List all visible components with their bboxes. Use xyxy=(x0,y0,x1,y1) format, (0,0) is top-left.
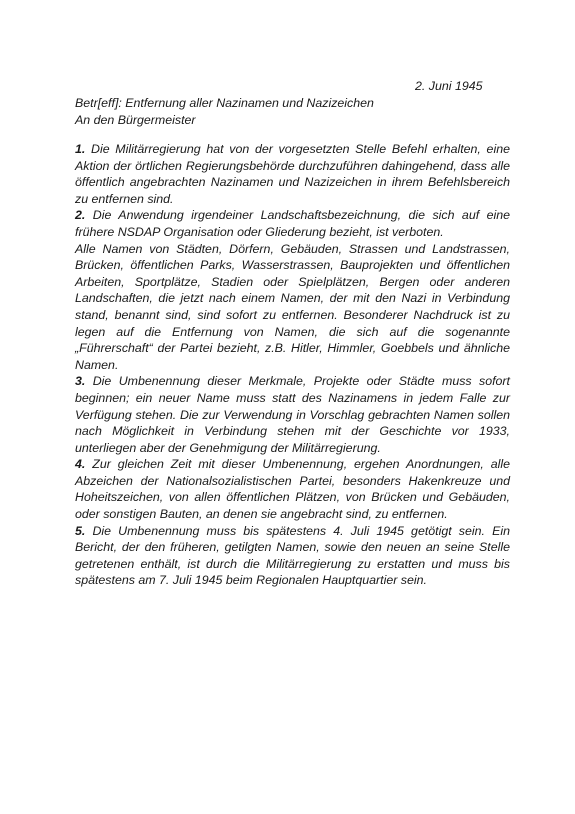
paragraph-1 xyxy=(75,141,510,207)
paragraph-number: 5. xyxy=(75,523,86,538)
recipient-line: An den Bürgermeister xyxy=(75,112,196,127)
document-body xyxy=(75,141,510,589)
paragraph-text: Die Militärregierung hat von der vorgesetzten Stelle Befehl erhalten, eine Aktion der örtlichen Regierungsbehörde durchzuführen dahingehend, dass alle öffentlich angebrachten Nazinamen und Nazizeichen in ihrem Befehlsbereich zu entfernen sind. xyxy=(75,142,510,206)
paragraph-2 xyxy=(75,207,510,240)
paragraph-text: Die Anwendung irgendeiner Landschaftsbezeichnung, die sich auf eine frühere NSDAP Organisation oder Gliederung bezieht, ist verboten. xyxy=(75,208,510,239)
paragraph-number: 2. xyxy=(75,208,86,223)
paragraph-text: Zur gleichen Zeit mit dieser Umbenennung, ergehen Anordnungen, alle Abzeichen der Nationalsozialistischen Partei, besonders Hakenkreuze und Hoheitszeichen, von allen öffentlichen Plätzen, von Brücken und Gebäuden, oder sonstigen Bauten, an denen sie angebracht sind, zu entfernen. xyxy=(75,457,510,522)
paragraph-2b xyxy=(75,241,510,374)
paragraph-4 xyxy=(75,456,510,522)
paragraph-number: 4. xyxy=(75,457,86,472)
subject-line: Betr[eff]: Entfernung aller Nazinamen und Nazizeichen xyxy=(75,96,374,110)
paragraph-text: Die Umbenennung dieser Merkmale, Projekte oder Städte muss sofort beginnen; ein neuer Name muss statt des Nazinamens in jedem Falle zur Verfügung stehen. Die zur Verwendung in Vorschlag gebrachten Namen sollen nach Möglichkeit in Verbindung stehen mit der Geschichte vor 1933, unterliegen aber der Genehmigung der Militärregierung. xyxy=(75,374,510,455)
document-header xyxy=(75,95,505,128)
document-date: 2. Juni 1945 xyxy=(415,79,483,93)
paragraph-text: Alle Namen von Städten, Dörfern, Gebäuden, Strassen und Landstrassen, Brücken, öffentlichen Parks, Wasserstrassen, Bauprojekten und öffentlichen Arbeiten, Sportplätze, Stadien oder Spielplätzen, Bergen oder anderen Landschaften, die jetzt nach einem Namen, der mit den Nazi in Verbindung stand, benannt sind, sind sofort zu entfernen. Besonderer Nachdruck ist zu legen auf die Entfernung von Namen, die sich auf die sogenannte „Führerschaft“ der Partei bezieht, z.B. Hitler, Himmler, Goebbels und ähnliche Namen. xyxy=(75,241,510,372)
paragraph-number: 1. xyxy=(75,142,86,156)
paragraph-text: Die Umbenennung muss bis spätestens 4. Juli 1945 getötigt sein. Ein Bericht, der den früheren, getilgten Namen, sowie den neuen an seine Stelle getretenen enthält, ist durch die Militärregierung zu erstatten und muss bis spätestens am 7. Juli 1945 beim Regionalen Hauptquartier sein. xyxy=(75,523,510,588)
paragraph-3 xyxy=(75,373,510,456)
paragraph-number: 3. xyxy=(75,374,86,389)
paragraph-5 xyxy=(75,523,510,589)
